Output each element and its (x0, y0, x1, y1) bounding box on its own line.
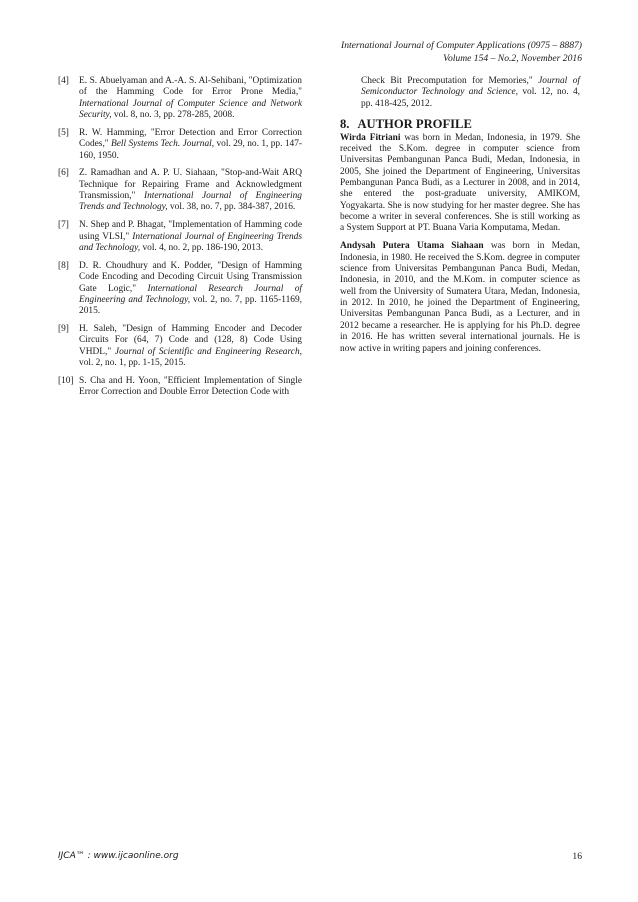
reference-text: S. Cha and H. Yoon, "Efficient Implementation of Single Error Correction and Double Error Detection Code with (79, 375, 302, 398)
reference-number: [9] (58, 324, 69, 335)
reference-item (58, 324, 302, 369)
right-column (340, 76, 580, 362)
reference-number: [4] (58, 76, 69, 86)
reference-continuation: Check Bit Precomputation for Memories," Journal of Semiconductor Technology and Science, vol. 12, no. 4, pp. 418-425, 2012. (361, 76, 580, 109)
journal-volume: Volume 154 – No.2, November 2016 (443, 52, 582, 64)
author-name: Wirda Fitriani (340, 132, 401, 143)
reference-item (58, 261, 302, 318)
author-bio: Wirda Fitriani was born in Medan, Indonesia, in 1979. She received the S.Kom. degree in computer science from Universitas Pembangunan Panca Budi, Medan, Indonesia, in 2005, She joined the Department of Engineering, Universitas Pembangunan Panca Budi, as a Lecturer in 2008, and in 2014, she entered the post-graduate university, AMIKOM, Yogyakarta. She is now studying for her master degree. She has become a writer in several conferences. She is still working as a System Support at PT. Buana Varia Komputama, Medan. (340, 132, 580, 234)
journal-title: International Journal of Computer Applications (0975 – 8887) (341, 40, 582, 51)
reference-venue: Bell Systems Tech. Journal, (110, 139, 215, 150)
reference-text: D. R. Choudhury and K. Podder, "Design of Hamming Code Encoding and Decoding Circuit Using Transmission Gate Logic," International Research Journal of Engineering and Technology, vol. 2, no. 7, pp. 1165-1169, 2015. (79, 260, 302, 317)
page-number: 16 (572, 851, 582, 862)
reference-number: [7] (58, 220, 69, 231)
author-name: Andysah Putera Utama Siahaan (340, 241, 484, 252)
reference-text: Z. Ramadhan and A. P. U. Siahaan, "Stop-and-Wait ARQ Technique for Repairing Frame and Acknowledgment Transmission," International Journal of Engineering Trends and Technology, vol. 38, no. 7, pp. 384-387, 2016. (79, 168, 302, 213)
reference-number: [6] (58, 168, 69, 179)
journal-header (341, 40, 582, 65)
section-number: 8. (340, 116, 350, 131)
references-column-left (58, 76, 302, 405)
reference-venue: Journal of Scientific and Engineering Research, (114, 346, 302, 357)
reference-venue: Journal of Semiconductor Technology and Science, (361, 76, 580, 98)
reference-number: [5] (58, 127, 69, 138)
reference-text: N. Shep and P. Bhagat, "Implementation of Hamming code using VLSI," International Journal of Engineering Trends and Technology, vol. 4, no. 2, pp. 186-190, 2013. (79, 220, 302, 253)
reference-item (58, 376, 302, 399)
reference-venue: International Journal of Computer Science and Network Security, (79, 98, 302, 121)
reference-text: H. Saleh, "Design of Hamming Encoder and Decoder Circuits For (64, 7) Code and (128, 8) Code Using VHDL," Journal of Scientific and Engineering Research, vol. 2, no. 1, pp. 1-15, 2015. (79, 324, 302, 369)
reference-venue: International Journal of Engineering Trends and Technology, (79, 231, 302, 253)
reference-venue: International Research Journal of Engineering and Technology, (79, 283, 302, 305)
reference-item (58, 220, 302, 254)
reference-item (58, 128, 302, 162)
section-heading (340, 117, 580, 131)
reference-venue: International Journal of Engineering Trends and Technology, (79, 191, 302, 213)
reference-number: [8] (58, 260, 69, 271)
reference-item (58, 76, 302, 121)
reference-text: R. W. Hamming, "Error Detection and Error Correction Codes," Bell Systems Tech. Journal, vol. 29, no. 1, pp. 147-160, 1950. (79, 127, 303, 161)
reference-item (58, 168, 302, 213)
author-bio: Andysah Putera Utama Siahaan was born in Medan, Indonesia, in 1980. He received the S.Kom. degree in computer science from Universitas Pembangunan Panca Budi, Medan, Indonesia, in 2010, and the M.Kom. in computer science as well from the University of Sumatera Utara, Medan, Indonesia, in 2012. In 2010, he joined the Department of Engineering, Universitas Pembangunan Panca Budi, as a Lecturer, and in 2012 became a researcher. He is applying for his Ph.D. degree in 2016. He has written several international journals. He is now active in writing papers and joining conferences. (340, 241, 580, 354)
section-title: AUTHOR PROFILE (357, 116, 472, 131)
reference-number: [10] (58, 375, 74, 386)
reference-text: E. S. Abuelyaman and A.-A. S. Al-Sehibani, "Optimization of the Hamming Code for Error Prone Media," International Journal of Computer Science and Network Security, vol. 8, no. 3, pp. 278-285, 2008. (79, 76, 302, 121)
footer-site: IJCA™ : www.ijcaonline.org (58, 851, 179, 861)
